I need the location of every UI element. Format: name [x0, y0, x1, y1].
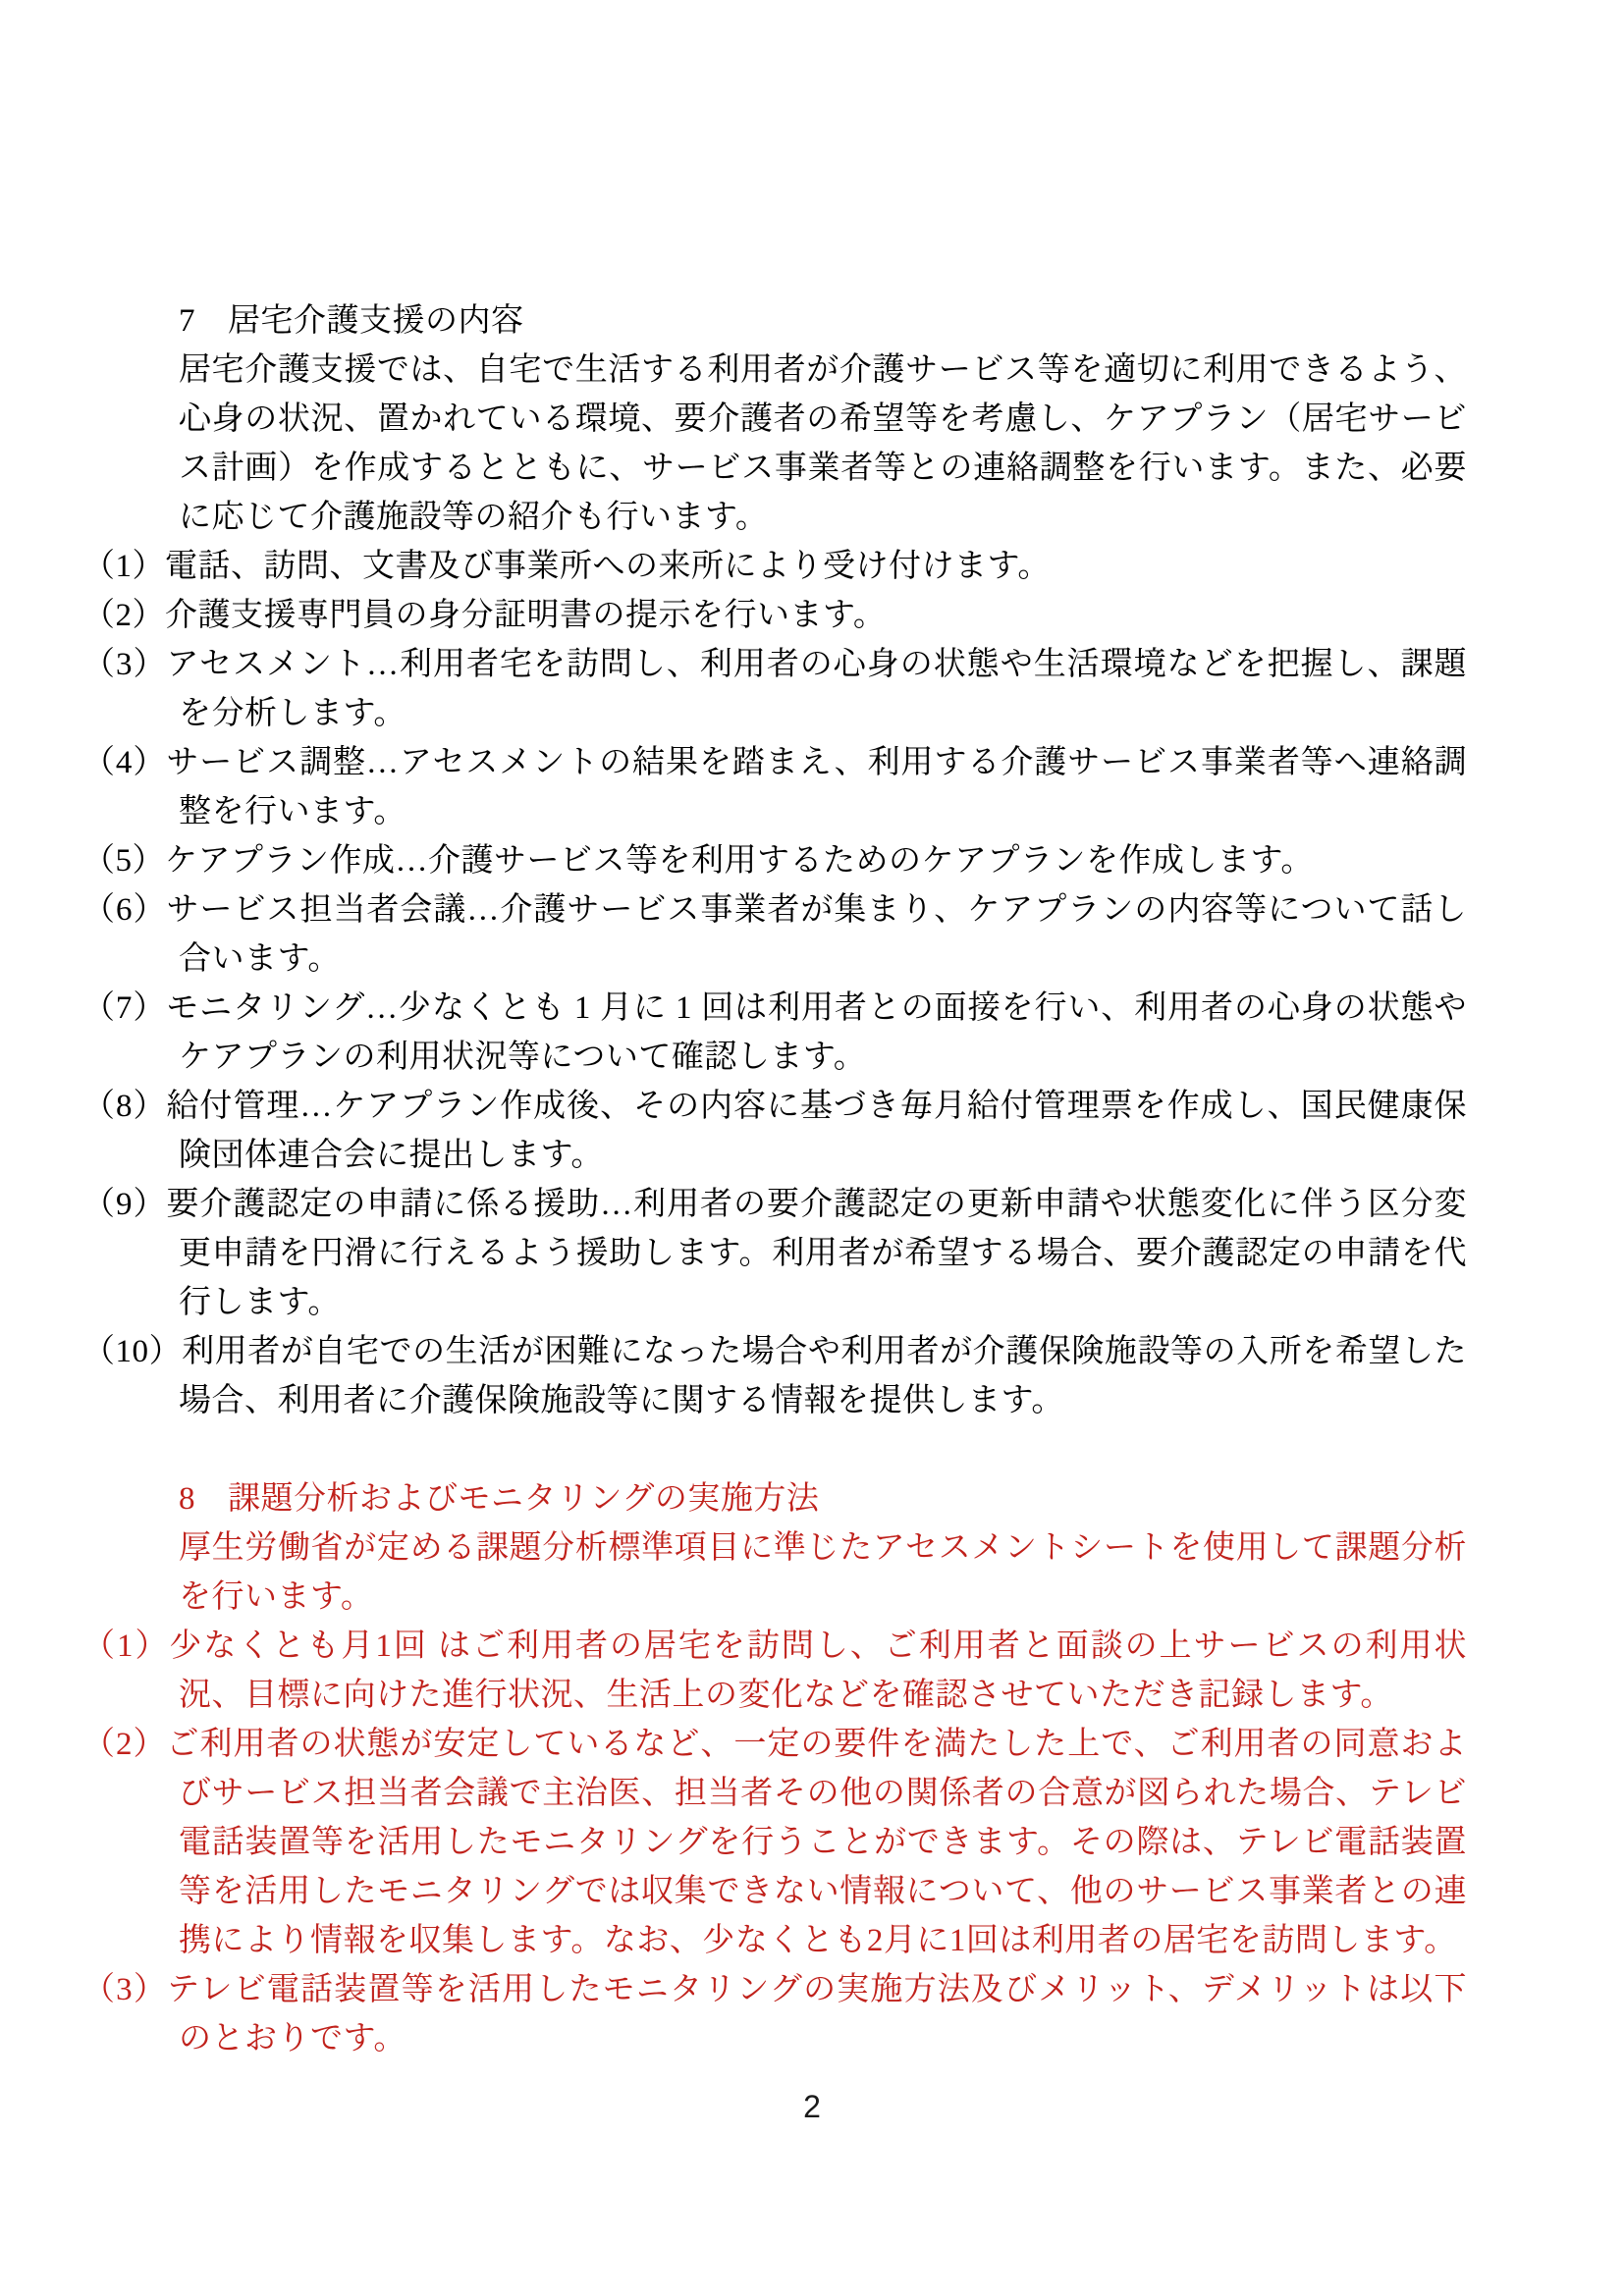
item-marker: （7） [82, 990, 167, 1026]
list-item: （3）テレビ電話装置等を活用したモニタリングの実施方法及びメリット、デメリットは以下のとおりです。 [82, 1972, 1468, 2056]
list-item: （1）電話、訪問、文書及び事業所への来所により受け付けます。 [82, 549, 1051, 584]
list-item: （6）サービス担当者会議…介護サービス事業者が集まり、ケアプランの内容等について話し合います。 [82, 892, 1468, 977]
document-content [82, 296, 1468, 2063]
section-8-heading [179, 1474, 1467, 1523]
list-item: （5）ケアプラン作成…介護サービス等を利用するためのケアプランを作成します。 [82, 843, 1314, 879]
item-marker: （6） [82, 892, 167, 928]
section-7-intro: 居宅介護支援では、自宅で生活する利用者が介護サービス等を適切に利用できるよう、心身の状況、置かれている環境、要介護者の希望等を考慮し、ケアプラン（居宅サービス計画）を作成するとともに、サービス事業者等との連絡調整を行います。また、必要に応じて介護施設等の紹介も行います。 [179, 352, 1467, 535]
list-item: （4）サービス調整…アセスメントの結果を踏まえ、利用する介護サービス事業者等へ連絡調整を行います。 [82, 745, 1468, 829]
list-item: （3）アセスメント…利用者宅を訪問し、利用者の心身の状態や生活環境などを把握し、課題を分析します。 [82, 647, 1468, 731]
item-marker: （1） [82, 549, 165, 584]
item-marker: （3） [82, 1972, 168, 2007]
item-marker: （2） [82, 1727, 167, 1762]
section-7-title: 居宅介護支援の内容 [228, 303, 524, 339]
list-item: （1）少なくとも月1回 はご利用者の居宅を訪問し、ご利用者と面談の上サービスの利用状況、目標に向けた進行状況、生活上の変化などを確認させていただき記録します。 [82, 1629, 1468, 1713]
section-8-title: 課題分析およびモニタリングの実施方法 [228, 1481, 820, 1517]
section-7-items [82, 542, 1468, 1425]
section-7-number: 7 [179, 303, 195, 339]
list-item: （10）利用者が自宅での生活が困難になった場合や利用者が介護保険施設等の入所を希望した場合、利用者に介護保険施設等に関する情報を提供します。 [82, 1334, 1468, 1418]
section-7-heading [179, 296, 1467, 346]
list-item: （2）ご利用者の状態が安定しているなど、一定の要件を満たした上で、ご利用者の同意およびサービス担当者会議で主治医、担当者その他の関係者の合意が図られた場合、テレビ電話装置等を活用したモニタリングを行うことができます。その際は、テレビ電話装置等を活用したモニタリングでは収集できない情報について、他のサービス事業者との連携により情報を収集します。なお、少なくとも2月に1回は利用者の居宅を訪問します。 [82, 1727, 1468, 1958]
list-item: （7）モニタリング…少なくとも 1 月に 1 回は利用者との面接を行い、利用者の心身の状態やケアプランの利用状況等について確認します。 [82, 990, 1468, 1075]
item-marker: （3） [82, 647, 167, 682]
item-marker: （2） [82, 598, 165, 633]
list-item: （2）介護支援専門員の身分証明書の提示を行います。 [82, 598, 887, 633]
item-marker: （5） [82, 843, 165, 879]
item-marker: （4） [82, 745, 167, 780]
item-marker: （10） [82, 1334, 183, 1369]
section-8-intro: 厚生労働省が定める課題分析標準項目に準じたアセスメントシートを使用して課題分析を行います。 [179, 1530, 1467, 1615]
section-7 [82, 296, 1468, 1425]
section-8-number: 8 [179, 1481, 195, 1517]
item-marker: （8） [82, 1089, 167, 1124]
section-8-items [82, 1622, 1468, 2063]
page-number: 2 [803, 2089, 821, 2124]
list-item: （9）要介護認定の申請に係る援助…利用者の要介護認定の更新申請や状態変化に伴う区分変更申請を円滑に行えるよう援助します。利用者が希望する場合、要介護認定の申請を代行します。 [82, 1187, 1468, 1320]
list-item: （8）給付管理…ケアプラン作成後、その内容に基づき毎月給付管理票を作成し、国民健康保険団体連合会に提出します。 [82, 1089, 1468, 1173]
section-8 [82, 1474, 1468, 2063]
item-marker: （9） [82, 1187, 167, 1222]
item-marker: （1） [82, 1629, 170, 1664]
